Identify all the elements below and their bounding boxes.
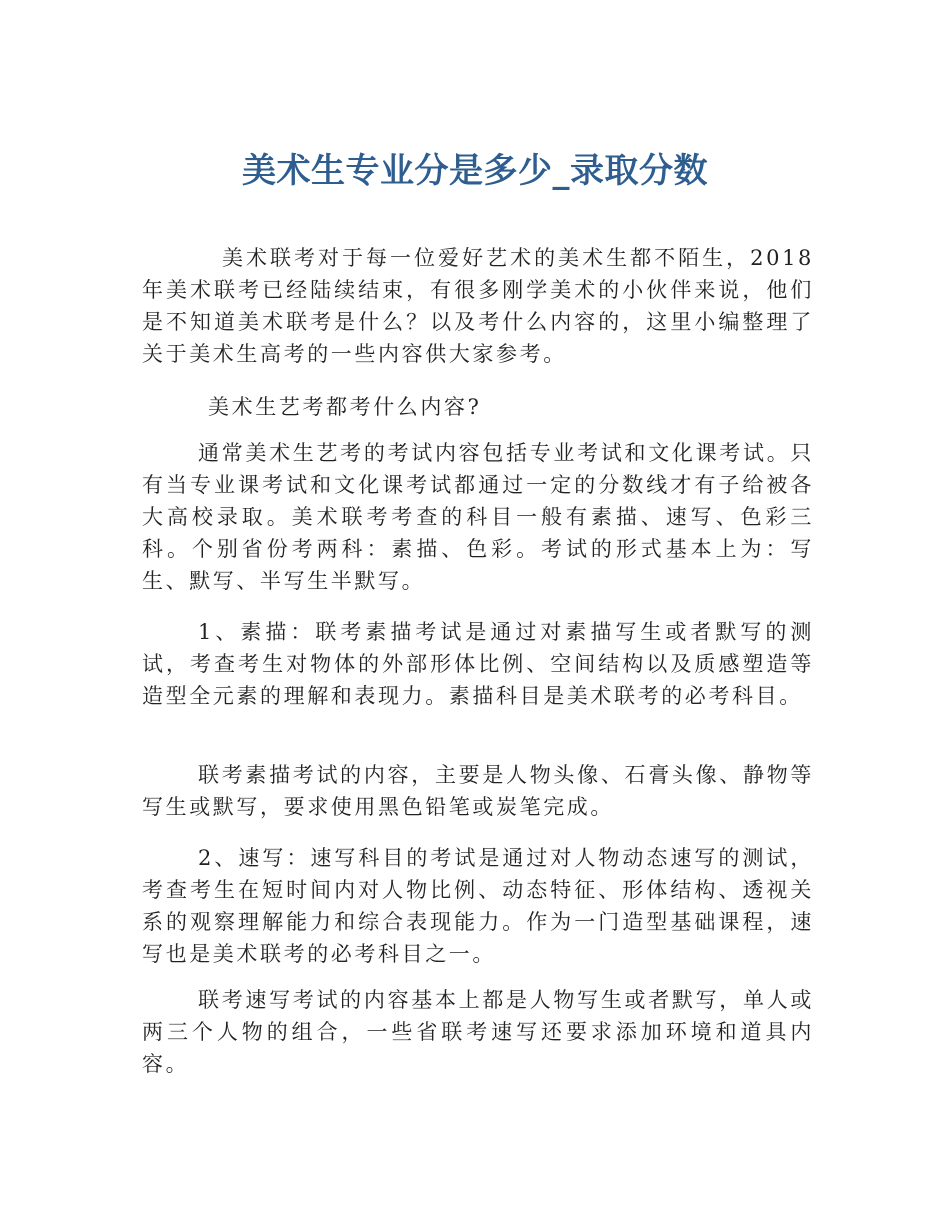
page-title: 美术生专业分是多少_录取分数 <box>242 151 708 191</box>
intro-paragraph: 美术联考对于每一位爱好艺术的美术生都不陌生，2018年美术联考已经陆续结束，有很多刚学美术的小伙伴来说，他们是不知道美术联考是什么？以及考什么内容的，这里小编整理了关于美术生高考的一些内容供大家参考。 <box>142 246 814 366</box>
section-question: 美术生艺考都考什么内容? <box>208 395 482 419</box>
sketch-content-paragraph: 联考素描考试的内容，主要是人物头像、石膏头像、静物等写生或默写，要求使用黑色铅笔或炭笔完成。 <box>142 763 814 819</box>
quick-sketch-content-paragraph: 联考速写考试的内容基本上都是人物写生或者默写，单人或两三个人物的组合，一些省联考速写还要求添加环境和道具内容。 <box>142 988 814 1076</box>
exam-overview-paragraph: 通常美术生艺考的考试内容包括专业考试和文化课考试。只有当专业课考试和文化课考试都通过一定的分数线才有子给被各大高校录取。美术联考考查的科目一般有素描、速写、色彩三科。个别省份考两科：素描、色彩。考试的形式基本上为：写生、默写、半写生半默写。 <box>142 441 814 593</box>
sketch-subject-paragraph: 1、素描：联考素描考试是通过对素描写生或者默写的测试，考查考生对物体的外部形体比例、空间结构以及质感塑造等造型全元素的理解和表现力。素描科目是美术联考的必考科目。 <box>142 620 814 708</box>
quick-sketch-subject-paragraph: 2、速写：速写科目的考试是通过对人物动态速写的测试，考查考生在短时间内对人物比例、动态特征、形体结构、透视关系的观察理解能力和综合表现能力。作为一门造型基础课程，速写也是美术联考的必考科目之一。 <box>142 846 814 966</box>
